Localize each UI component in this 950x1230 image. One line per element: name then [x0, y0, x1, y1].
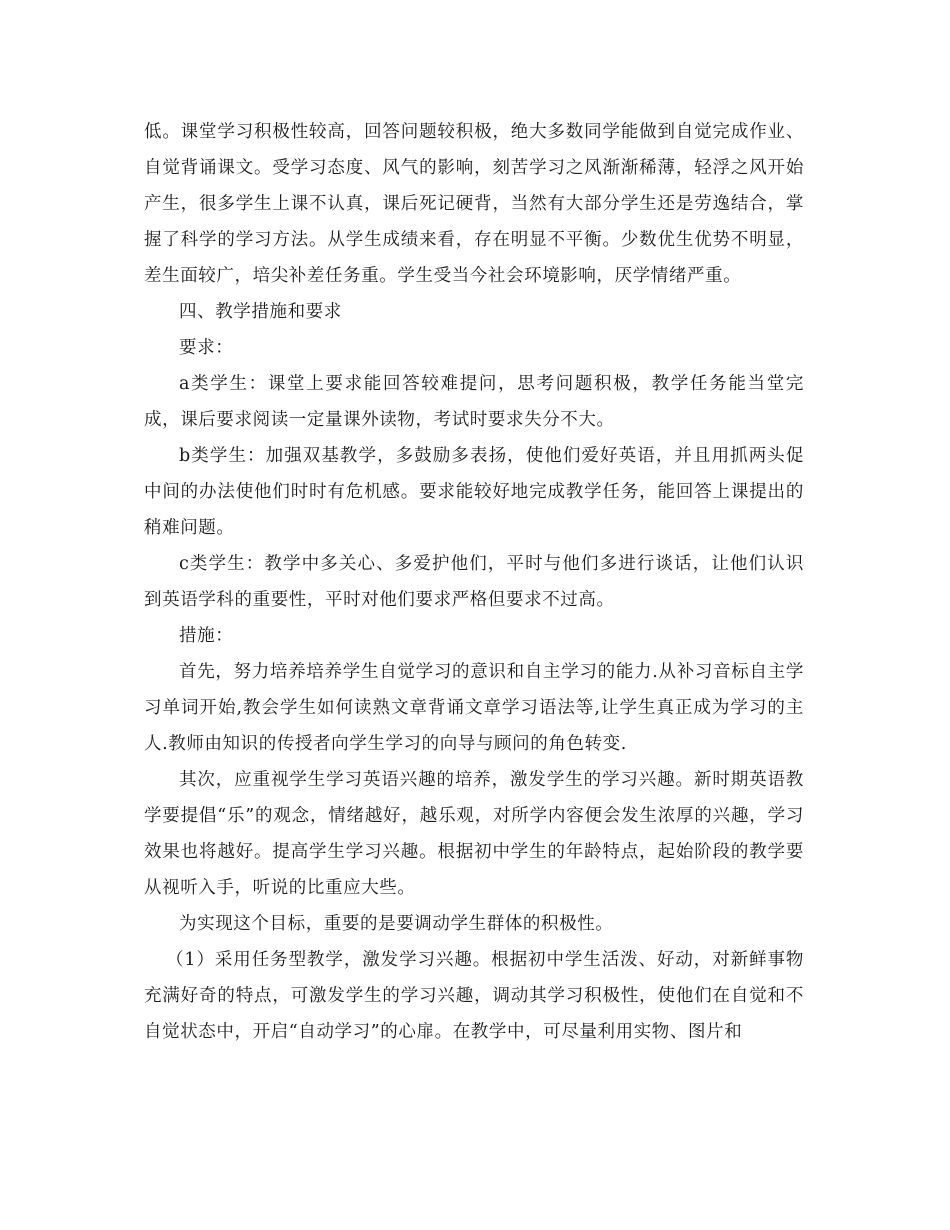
paragraph-goal: 为实现这个目标，重要的是要调动学生群体的积极性。	[179, 914, 614, 934]
paragraph-class-b-students: b类学生：加强双基教学，多鼓励多表扬，使他们爱好英语，并且用抓两头促中间的办法使他们时时有危机感。要求能较好地完成教学任务，能回答上课提出的稍难问题。	[144, 446, 804, 538]
paragraph-first-measure: 首先，努力培养培养学生自觉学习的意识和自主学习的能力.从补习音标自主学习单词开始,教会学生如何读熟文章背诵文章学习语法等,让学生真正成为学习的主人.教师由知识的传授者向学生学习的向导与顾问的角色转变.	[144, 662, 804, 754]
subheading-measures: 措施：	[179, 626, 234, 646]
paragraph-class-c-students: c类学生：教学中多关心、多爱护他们，平时与他们多进行谈话，让他们认识到英语学科的重要性，平时对他们要求严格但要求不过高。	[144, 554, 804, 610]
paragraph-second-measure: 其次，应重视学生学习英语兴趣的培养，激发学生的学习兴趣。新时期英语教学要提倡“乐”的观念，情绪越好，越乐观，对所学内容便会发生浓厚的兴趣，学习效果也将越好。提高学生学习兴趣。根据初中学生的年龄特点，起始阶段的教学要从视听入手，听说的比重应大些。	[144, 770, 804, 898]
section-heading-measures-requirements: 四、教学措施和要求	[179, 302, 342, 322]
document-body	[144, 114, 804, 1050]
subheading-requirements: 要求：	[179, 338, 234, 358]
paragraph-class-a-students: a类学生：课堂上要求能回答较难提问，思考问题积极，教学任务能当堂完成，课后要求阅读一定量课外读物，考试时要求失分不大。	[144, 374, 804, 430]
paragraph-task-based-teaching: （1）采用任务型教学，激发学习兴趣。根据初中学生活泼、好动，对新鲜事物充满好奇的特点，可激发学生的学习兴趣，调动其学习积极性，使他们在自觉和不自觉状态中，开启“自动学习”的心扉。在教学中，可尽量利用实物、图片和	[144, 950, 804, 1042]
paragraph-student-situation: 低。课堂学习积极性较高，回答问题较积极，绝大多数同学能做到自觉完成作业、自觉背诵课文。受学习态度、风气的影响，刻苦学习之风渐渐稀薄，轻浮之风开始产生，很多学生上课不认真，课后死记硬背，当然有大部分学生还是劳逸结合，掌握了科学的学习方法。从学生成绩来看，存在明显不平衡。少数优生优势不明显，差生面较广，培尖补差任务重。学生受当今社会环境影响，厌学情绪严重。	[144, 122, 804, 286]
